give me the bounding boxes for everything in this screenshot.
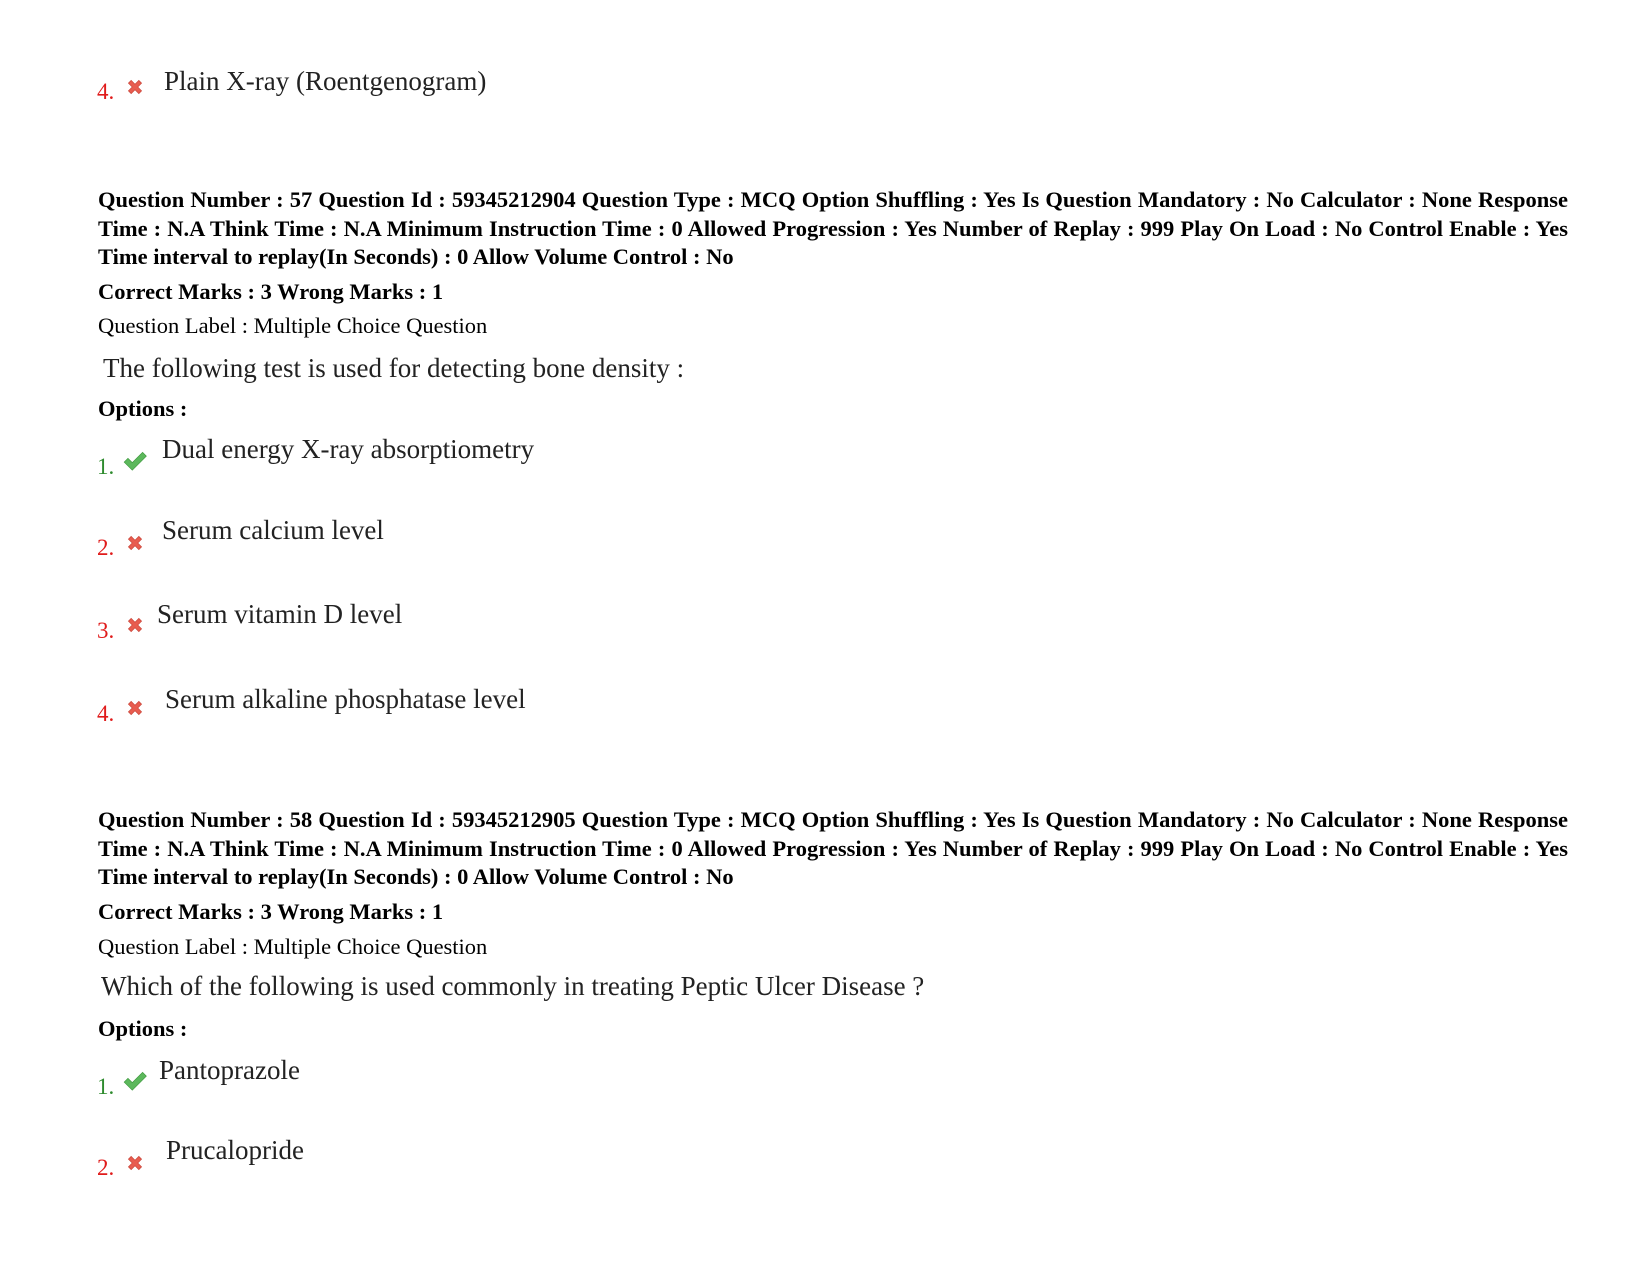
cross-icon <box>124 697 146 719</box>
option-number: 4. <box>97 701 115 726</box>
option-text: Dual energy X-ray absorptiometry <box>162 434 535 464</box>
question-text: Which of the following is used commonly in treating Peptic Ulcer Disease ? <box>101 971 925 1001</box>
option-text: Serum calcium level <box>162 515 384 545</box>
question-meta: Question Number : 57 Question Id : 59345212904 Question Type : MCQ Option Shuffling : Yes Is Question Mandatory : No Calculator : None Response Time : N.A Think Time : N.A Minimum Instruction Time : 0 Allowed Progression : Yes Number of Replay : 999 Play On Load : No Control Enable : Yes Time interval to replay(In Seconds) : 0 Allow Volume Control : No <box>98 187 1568 269</box>
question-meta: Question Number : 58 Question Id : 59345212905 Question Type : MCQ Option Shuffling : Yes Is Question Mandatory : No Calculator : None Response Time : N.A Think Time : N.A Minimum Instruction Time : 0 Allowed Progression : Yes Number of Replay : 999 Play On Load : No Control Enable : Yes Time interval to replay(In Seconds) : 0 Allow Volume Control : No <box>98 807 1568 889</box>
question-label: Question Label : Multiple Choice Question <box>98 934 488 959</box>
cross-icon <box>124 76 146 98</box>
option-number: 1. <box>97 454 115 479</box>
question-text: The following test is used for detecting bone density : <box>103 353 685 383</box>
option-number: 1. <box>97 1074 115 1099</box>
question-marks: Correct Marks : 3 Wrong Marks : 1 <box>98 279 444 304</box>
options-heading: Options : <box>98 396 188 421</box>
check-icon <box>122 450 148 472</box>
cross-icon <box>124 532 146 554</box>
option-number: 2. <box>97 535 115 560</box>
option-text: Pantoprazole <box>159 1055 300 1085</box>
cross-icon <box>124 614 146 636</box>
option-text: Serum vitamin D level <box>157 599 403 629</box>
option-text: Plain X-ray (Roentgenogram) <box>164 66 487 96</box>
option-text: Prucalopride <box>166 1135 304 1165</box>
option-number: 3. <box>97 618 115 643</box>
cross-icon <box>124 1152 146 1174</box>
option-text: Serum alkaline phosphatase level <box>165 684 526 714</box>
options-heading: Options : <box>98 1016 188 1041</box>
option-number: 2. <box>97 1155 115 1180</box>
check-icon <box>122 1070 148 1092</box>
question-marks: Correct Marks : 3 Wrong Marks : 1 <box>98 899 444 924</box>
question-label: Question Label : Multiple Choice Question <box>98 313 488 338</box>
option-number: 4. <box>97 79 115 104</box>
